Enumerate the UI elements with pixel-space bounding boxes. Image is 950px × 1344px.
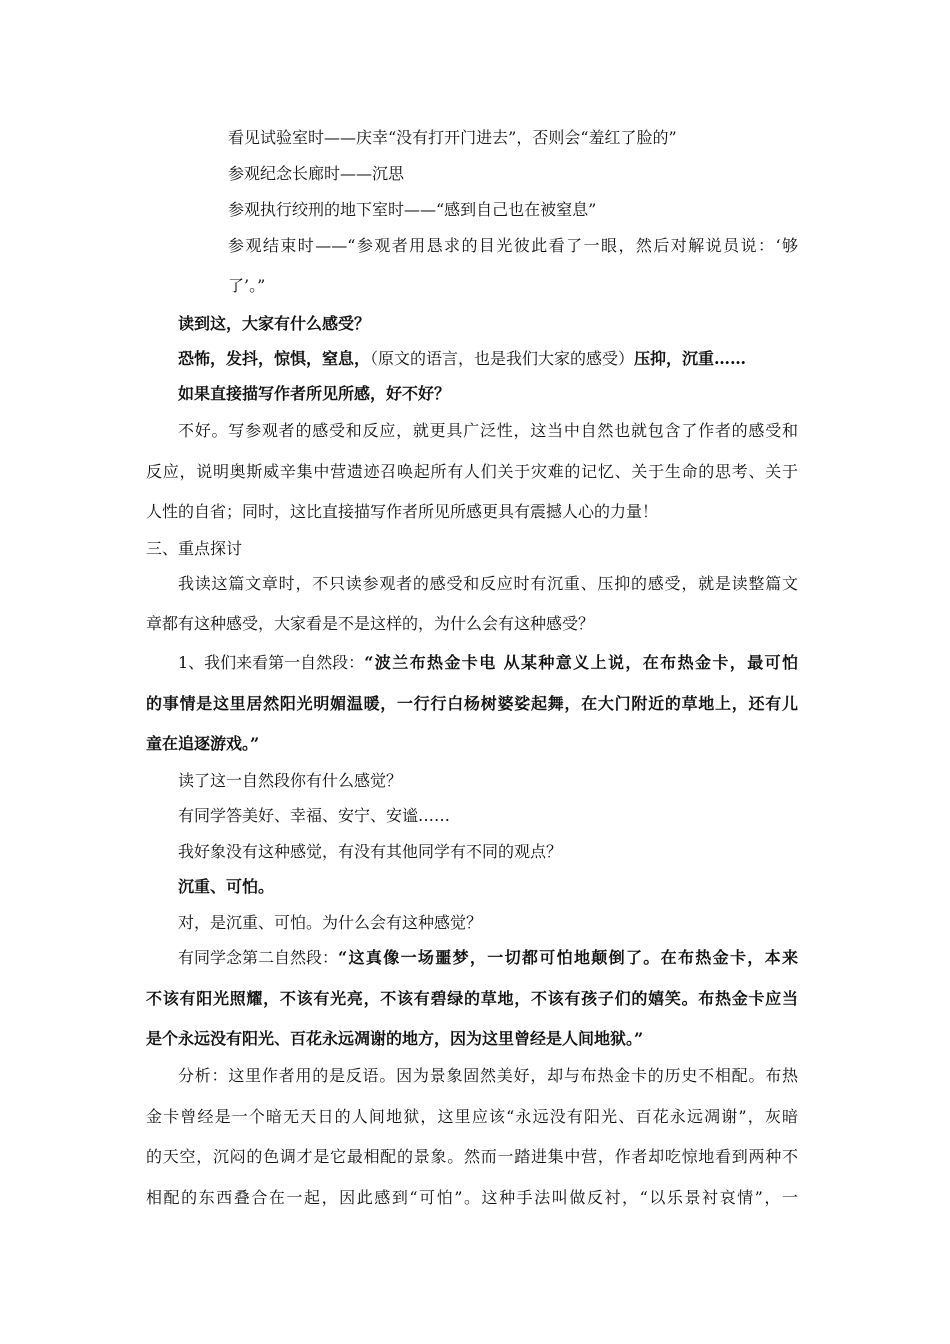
answer-bold: 压抑，沉重…… (634, 349, 747, 368)
paragraph-prefix: 1、我们来看第一自然段： (178, 653, 365, 672)
paragraph-prefix: 有同学念第二自然段： (178, 948, 339, 967)
quote-line: 了’。” (228, 276, 266, 295)
paragraph-line: 反应，说明奥斯威辛集中营遗迹召唤起所有人们关于灾难的记忆、关于生命的思考、关于 (146, 462, 798, 481)
paragraph-line: 我读这篇文章时，不只读参观者的感受和反应时有沉重、压抑的感受，就是读整篇文 (178, 574, 798, 593)
answer-line (178, 348, 746, 370)
paragraph-line (178, 652, 798, 674)
section-heading: 三、重点探讨 (146, 539, 243, 558)
answer-note: （原文的语言，也是我们大家的感受） (370, 349, 635, 368)
quote-line: 参观执行绞刑的地下室时——“感到自己也在被窒息” (228, 200, 597, 219)
answer-line: 沉重、可怕。 (178, 877, 275, 896)
quoted-text: “波兰布热金卡电 从某种意义上说，在布热金卡，最可怕 (364, 653, 798, 672)
question-line: 如果直接描写作者所见所感，好不好？ (178, 384, 451, 403)
quoted-text: 是个永远没有阳光、百花永远凋谢的地方，因为这里曾经是人间地狱。” (146, 1029, 644, 1048)
answer-bold: 恐怖，发抖，惊惧，窒息， (178, 349, 371, 368)
quoted-text: 不该有阳光照耀，不该有光亮，不该有碧绿的草地，不该有孩子们的嬉笑。布热金卡应当 (146, 989, 798, 1008)
question-line: 读到这，大家有什么感受？ (178, 314, 371, 333)
paragraph-line: 的天空，沉闷的色调才是它最相配的景象。然而一踏进集中营，作者却吃惊地看到两种不 (146, 1147, 798, 1166)
quoted-text: 童在追逐游戏。” (146, 734, 260, 753)
paragraph-line: 章都有这种感受，大家看是不是这样的，为什么会有这种感受？ (146, 614, 595, 633)
paragraph-line: 分析：这里作者用的是反语。因为景象固然美好，却与布热金卡的历史不相配。布热 (178, 1066, 798, 1085)
paragraph-line: 读了这一自然段你有什么感觉？ (178, 771, 403, 790)
paragraph-line: 金卡曾经是一个暗无天日的人间地狱，这里应该“永远没有阳光、百花永远凋谢”，灰暗 (146, 1107, 798, 1126)
quote-line: 参观结束时——“参观者用恳求的目光彼此看了一眼，然后对解说员说：‘够 (228, 236, 798, 255)
paragraph-line: 对，是沉重、可怕。为什么会有这种感觉？ (178, 913, 483, 932)
paragraph-line: 相配的东西叠合在一起，因此感到“可怕”。这种手法叫做反衬，“以乐景衬哀情”，一 (146, 1188, 798, 1207)
quote-line: 看见试验室时——庆幸“没有打开门进去”，否则会“羞红了脸的” (228, 128, 677, 147)
paragraph-line: 有同学答美好、幸福、安宁、安谧…… (178, 806, 451, 825)
paragraph-line: 我好象没有这种感觉，有没有其他同学有不同的观点？ (178, 842, 563, 861)
quoted-text: 的事情是这里居然阳光明媚温暖，一行行白杨树婆娑起舞，在大门附近的草地上，还有儿 (146, 694, 798, 713)
quote-line: 参观纪念长廊时——沉思 (228, 164, 405, 183)
paragraph-line (178, 947, 798, 969)
paragraph-line: 不好。写参观者的感受和反应，就更具广泛性，这当中自然也就包含了作者的感受和 (178, 421, 798, 440)
paragraph-line: 人性的自省；同时，这比直接描写作者所见所感更具有震撼人心的力量！ (146, 502, 659, 521)
quoted-text: “这真像一场噩梦，一切都可怕地颠倒了。在布热金卡，本来 (338, 948, 798, 967)
